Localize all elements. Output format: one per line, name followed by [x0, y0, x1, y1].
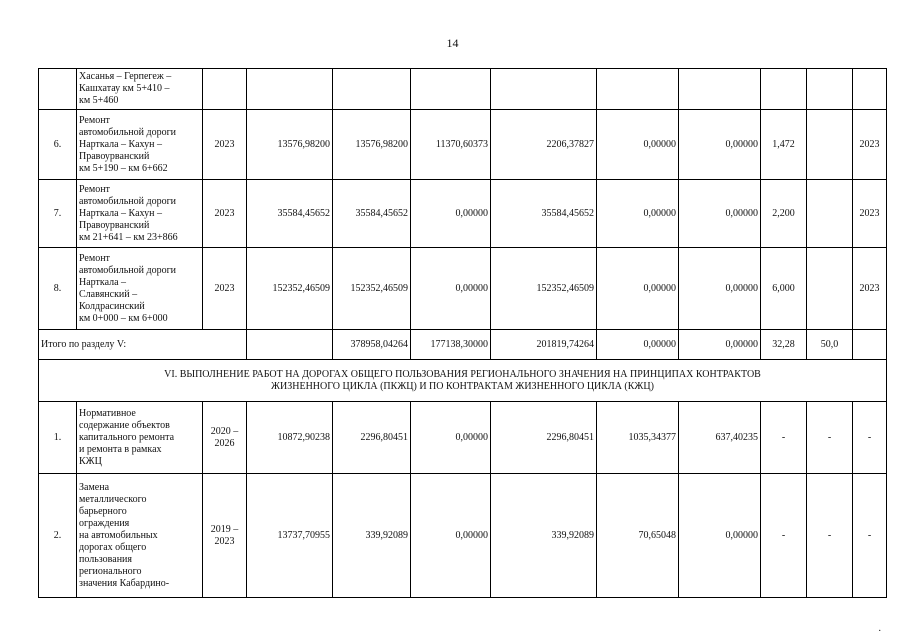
value-v5: 0,00000	[597, 110, 679, 180]
table-row	[39, 402, 887, 474]
value-v3: 0,00000	[411, 248, 491, 330]
value-v8	[807, 110, 853, 180]
section-header-row	[39, 360, 887, 402]
row-number	[39, 69, 77, 110]
row-number: 6.	[39, 110, 77, 180]
table-row	[39, 474, 887, 598]
value-v6: 0,00000	[679, 474, 761, 598]
empty-cell	[203, 69, 247, 110]
empty-cell	[679, 69, 761, 110]
length-km: 2,200	[761, 180, 807, 248]
value-v1: 13737,70955	[247, 474, 333, 598]
value-v2: 35584,45652	[333, 180, 411, 248]
value-v1: 10872,90238	[247, 402, 333, 474]
total-label: Итого по разделу V:	[39, 330, 247, 360]
value-v8: -	[807, 402, 853, 474]
value-v2: 339,92089	[333, 474, 411, 598]
section-title: VI. ВЫПОЛНЕНИЕ РАБОТ НА ДОРОГАХ ОБЩЕГО ПОЛЬЗОВАНИЯ РЕГИОНАЛЬНОГО ЗНАЧЕНИЯ НА ПРИНЦИПАХ КОНТРАКТОВ ЖИЗНЕННОГО ЦИКЛА (ПКЖЦ) И ПО КОНТРАКТАМ ЖИЗНЕННОГО ЦИКЛА (КЖЦ)	[39, 360, 887, 402]
total-v4: 201819,74264	[491, 330, 597, 360]
completion-year: -	[853, 474, 887, 598]
value-v5: 0,00000	[597, 180, 679, 248]
row-number: 1.	[39, 402, 77, 474]
page-number: 14	[446, 36, 459, 50]
object-name: Ремонт автомобильной дороги Нарткала – Кахун – Правоурванский км 21+641 – км 23+866	[77, 180, 203, 248]
value-v4: 339,92089	[491, 474, 597, 598]
empty-cell	[761, 69, 807, 110]
value-v2: 152352,46509	[333, 248, 411, 330]
value-v3: 0,00000	[411, 474, 491, 598]
object-name: Хасанья – Герпегеж – Кашхатау км 5+410 – км 5+460	[77, 69, 203, 110]
value-v4: 35584,45652	[491, 180, 597, 248]
total-v8: 50,0	[807, 330, 853, 360]
budget-table	[38, 68, 887, 598]
total-v2: 378958,04264	[333, 330, 411, 360]
empty-cell	[853, 69, 887, 110]
period: 2023	[203, 248, 247, 330]
value-v5: 0,00000	[597, 248, 679, 330]
object-name: Замена металлического барьерного ограждения на автомобильных дорогах общего пользования регионального значения Кабардино-	[77, 474, 203, 598]
value-v5: 70,65048	[597, 474, 679, 598]
value-v4: 2206,37827	[491, 110, 597, 180]
table-row	[39, 69, 887, 110]
completion-year: 2023	[853, 180, 887, 248]
empty-cell	[597, 69, 679, 110]
total-row	[39, 330, 887, 360]
empty-cell	[411, 69, 491, 110]
empty-cell	[491, 69, 597, 110]
value-v5: 1035,34377	[597, 402, 679, 474]
table-row	[39, 180, 887, 248]
length-km: -	[761, 474, 807, 598]
object-name: Ремонт автомобильной дороги Нарткала – Славянский – Колдрасинский км 0+000 – км 6+000	[77, 248, 203, 330]
value-v2: 13576,98200	[333, 110, 411, 180]
total-length-km: 32,28	[761, 330, 807, 360]
value-v8	[807, 180, 853, 248]
value-v6: 637,40235	[679, 402, 761, 474]
empty-cell	[807, 69, 853, 110]
value-v1: 152352,46509	[247, 248, 333, 330]
row-number: 2.	[39, 474, 77, 598]
empty-cell	[247, 330, 333, 360]
value-v6: 0,00000	[679, 248, 761, 330]
length-km: 1,472	[761, 110, 807, 180]
value-v8	[807, 248, 853, 330]
value-v3: 0,00000	[411, 180, 491, 248]
row-number: 7.	[39, 180, 77, 248]
length-km: -	[761, 402, 807, 474]
completion-year: -	[853, 402, 887, 474]
table-row	[39, 110, 887, 180]
row-number: 8.	[39, 248, 77, 330]
object-name: Нормативное содержание объектов капитального ремонта и ремонта в рамках КЖЦ	[77, 402, 203, 474]
value-v6: 0,00000	[679, 180, 761, 248]
period: 2023	[203, 180, 247, 248]
corner-mark: .	[878, 623, 881, 634]
empty-cell	[333, 69, 411, 110]
period: 2020 – 2026	[203, 402, 247, 474]
empty-cell	[247, 69, 333, 110]
object-name: Ремонт автомобильной дороги Нарткала – Кахун – Правоурванский км 5+190 – км 6+662	[77, 110, 203, 180]
completion-year: 2023	[853, 248, 887, 330]
value-v8: -	[807, 474, 853, 598]
value-v3: 11370,60373	[411, 110, 491, 180]
empty-cell	[853, 330, 887, 360]
completion-year: 2023	[853, 110, 887, 180]
length-km: 6,000	[761, 248, 807, 330]
total-v6: 0,00000	[679, 330, 761, 360]
table-row	[39, 248, 887, 330]
total-v5: 0,00000	[597, 330, 679, 360]
value-v1: 13576,98200	[247, 110, 333, 180]
total-v3: 177138,30000	[411, 330, 491, 360]
value-v4: 2296,80451	[491, 402, 597, 474]
value-v3: 0,00000	[411, 402, 491, 474]
value-v6: 0,00000	[679, 110, 761, 180]
period: 2019 – 2023	[203, 474, 247, 598]
value-v4: 152352,46509	[491, 248, 597, 330]
value-v2: 2296,80451	[333, 402, 411, 474]
period: 2023	[203, 110, 247, 180]
value-v1: 35584,45652	[247, 180, 333, 248]
